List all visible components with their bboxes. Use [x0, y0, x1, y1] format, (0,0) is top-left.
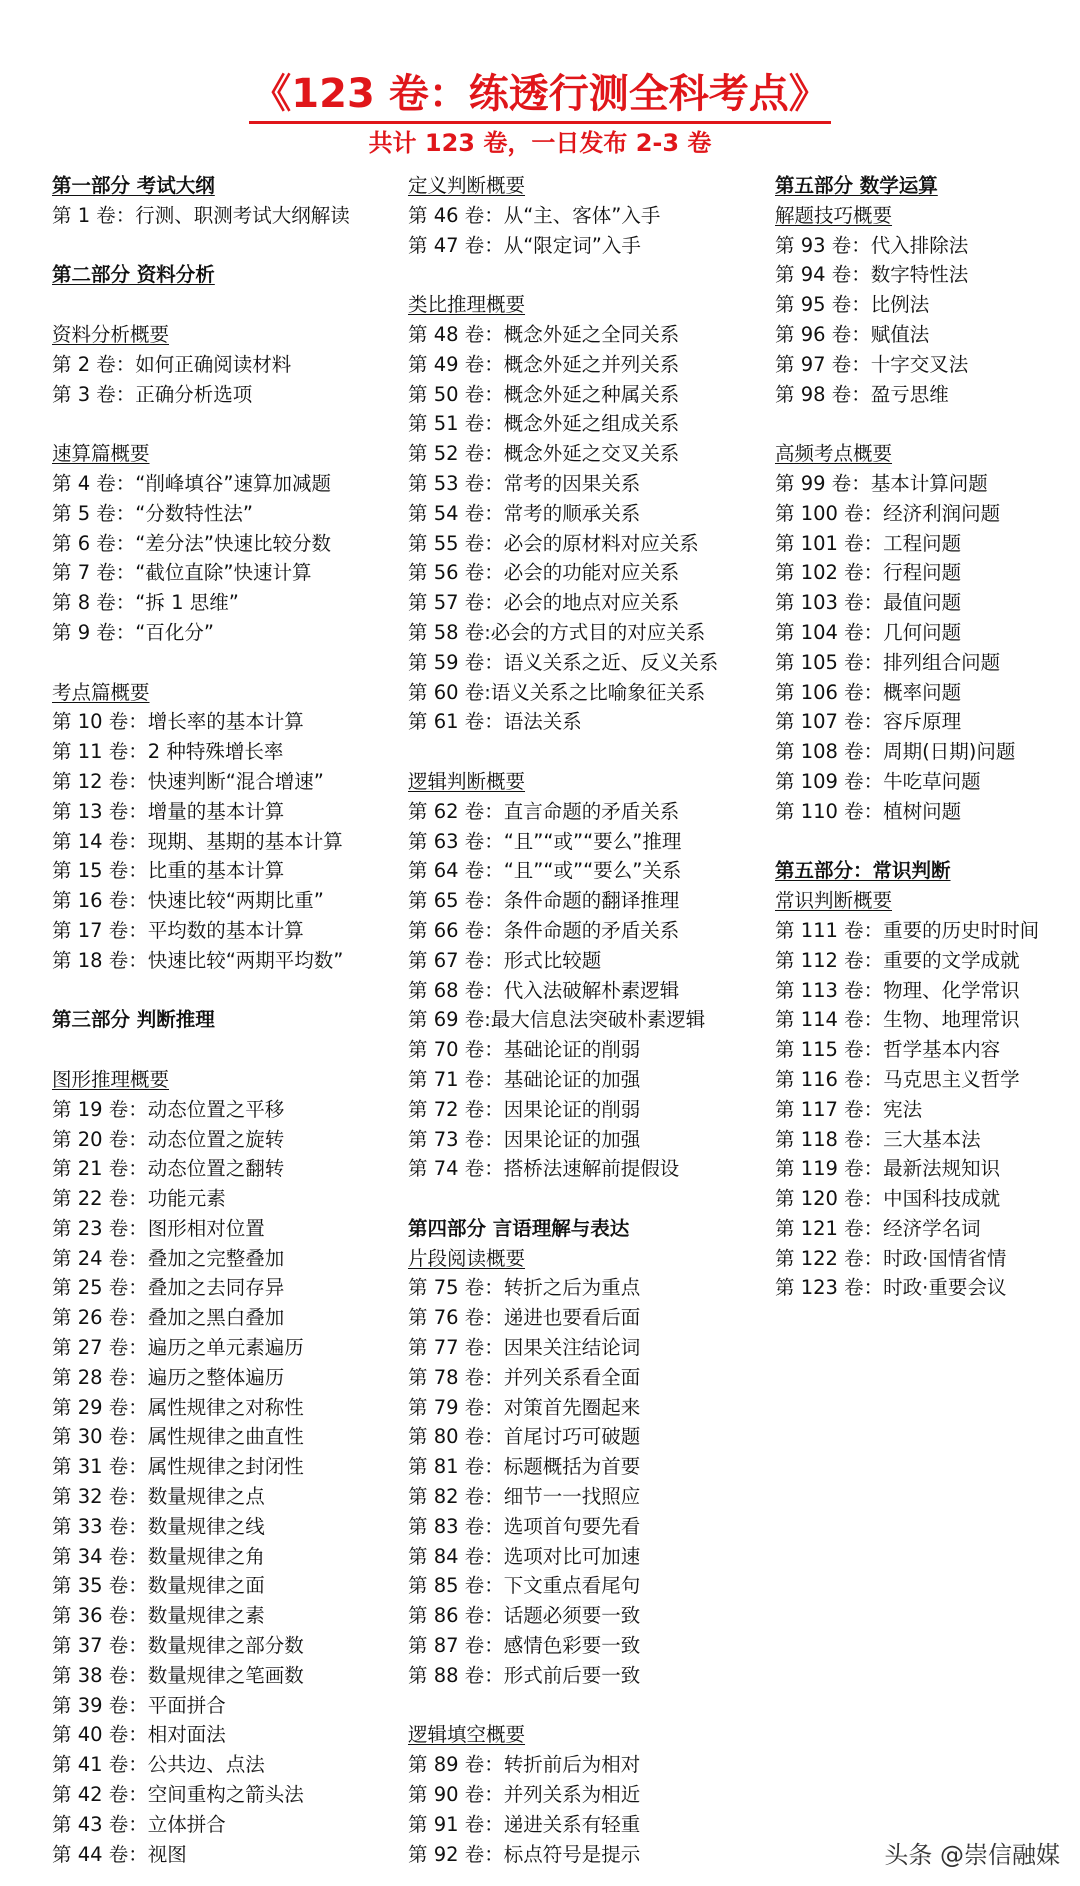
section-heading — [52, 1005, 392, 1035]
volume-item — [408, 886, 768, 916]
volume-item — [52, 1303, 392, 1333]
subsection-heading-text: 解题技巧概要 — [775, 203, 893, 227]
volume-item — [408, 1780, 768, 1810]
volume-item-text: 第 1 卷：行测、职测考试大纲解读 — [52, 203, 350, 227]
volume-item-text: 第 114 卷：生物、地理常识 — [775, 1008, 1020, 1032]
subsection-heading-text: 考点篇概要 — [52, 680, 150, 704]
volume-item — [408, 380, 768, 410]
volume-item — [775, 648, 1075, 678]
volume-item — [408, 1750, 768, 1780]
volume-item — [52, 1631, 392, 1661]
volume-item — [52, 707, 392, 737]
volume-item-text: 第 38 卷：数量规律之笔画数 — [52, 1663, 304, 1687]
volume-item — [52, 1571, 392, 1601]
volume-item-text: 第 109 卷：牛吃草问题 — [775, 769, 981, 793]
volume-item — [775, 946, 1075, 976]
volume-item-text: 第 123 卷：时政·重要会议 — [775, 1276, 1007, 1300]
volume-item-text: 第 62 卷：直言命题的矛盾关系 — [408, 799, 680, 823]
volume-item — [408, 1542, 768, 1572]
volume-item-text: 第 25 卷：叠加之去同存异 — [52, 1276, 285, 1300]
volume-item — [408, 1393, 768, 1423]
page-title-text: 《123 卷：练透行测全科考点》 — [249, 68, 830, 124]
volume-item-text: 第 86 卷：话题必须要一致 — [408, 1604, 641, 1628]
spacer — [52, 976, 392, 1006]
volume-item — [775, 618, 1075, 648]
volume-item-text: 第 51 卷：概念外延之组成关系 — [408, 412, 680, 436]
volume-item — [52, 588, 392, 618]
volume-item — [52, 1154, 392, 1184]
volume-item — [408, 1363, 768, 1393]
volume-item — [408, 916, 768, 946]
spacer — [775, 827, 1075, 857]
volume-item — [52, 1452, 392, 1482]
section-heading — [408, 1214, 768, 1244]
volume-item-text: 第 19 卷：动态位置之平移 — [52, 1097, 285, 1121]
volume-item — [408, 529, 768, 559]
volume-item — [52, 1214, 392, 1244]
volume-item — [408, 1482, 768, 1512]
volume-item — [408, 976, 768, 1006]
volume-item — [775, 1214, 1075, 1244]
volume-item — [52, 1244, 392, 1274]
volume-item-text: 第 55 卷：必会的原材料对应关系 — [408, 531, 699, 555]
volume-item — [408, 558, 768, 588]
volume-item — [52, 1691, 392, 1721]
volume-item-text: 第 91 卷：递进关系有轻重 — [408, 1812, 641, 1836]
volume-item-text: 第 27 卷：遍历之单元素遍历 — [52, 1336, 304, 1360]
subsection-heading-text: 逻辑判断概要 — [408, 769, 526, 793]
volume-item-text: 第 98 卷：盈亏思维 — [775, 382, 949, 406]
spacer — [408, 1691, 768, 1721]
volume-item — [52, 618, 392, 648]
volume-item — [408, 1273, 768, 1303]
volume-item — [408, 1303, 768, 1333]
volume-item-text: 第 84 卷：选项对比可加速 — [408, 1544, 641, 1568]
volume-item — [52, 827, 392, 857]
volume-item — [52, 1363, 392, 1393]
volume-item — [408, 1005, 768, 1035]
volume-item — [52, 946, 392, 976]
volume-item-text: 第 49 卷：概念外延之并列关系 — [408, 352, 680, 376]
volume-item — [775, 529, 1075, 559]
volume-item — [52, 1661, 392, 1691]
volume-item-text: 第 76 卷：递进也要看后面 — [408, 1306, 641, 1330]
volume-item — [52, 1095, 392, 1125]
volume-item — [52, 1780, 392, 1810]
section-heading-text: 第五部分 数学运算 — [775, 174, 938, 197]
volume-item — [408, 231, 768, 261]
volume-item-text: 第 58 卷:必会的方式目的对应关系 — [408, 620, 706, 644]
volume-item-text: 第 68 卷：代入法破解朴素逻辑 — [408, 978, 680, 1002]
volume-item-text: 第 73 卷：因果论证的加强 — [408, 1127, 641, 1151]
volume-item-text: 第 90 卷：并列关系为相近 — [408, 1783, 641, 1807]
volume-item-text: 第 39 卷：平面拼合 — [52, 1693, 226, 1717]
volume-item-text: 第 52 卷：概念外延之交叉关系 — [408, 442, 680, 466]
volume-item-text: 第 87 卷：感情色彩要一致 — [408, 1634, 641, 1658]
spacer — [408, 737, 768, 767]
subsection-heading — [775, 886, 1075, 916]
volume-item-text: 第 60 卷:语义关系之比喻象征关系 — [408, 680, 706, 704]
volume-item — [775, 916, 1075, 946]
volume-item-text: 第 65 卷：条件命题的翻译推理 — [408, 889, 680, 913]
volume-item — [775, 499, 1075, 529]
volume-item — [775, 737, 1075, 767]
volume-item — [52, 1393, 392, 1423]
volume-item-text: 第 28 卷：遍历之整体遍历 — [52, 1365, 285, 1389]
volume-item — [52, 1720, 392, 1750]
volume-item — [408, 1035, 768, 1065]
volume-item — [775, 1095, 1075, 1125]
subsection-heading — [775, 439, 1075, 469]
volume-item-text: 第 99 卷：基本计算问题 — [775, 471, 988, 495]
volume-item-text: 第 13 卷：增量的基本计算 — [52, 799, 285, 823]
subsection-heading — [408, 290, 768, 320]
volume-item-text: 第 14 卷：现期、基期的基本计算 — [52, 829, 343, 853]
subsection-heading-text: 逻辑填空概要 — [408, 1723, 526, 1747]
volume-item — [408, 1631, 768, 1661]
volume-item — [775, 380, 1075, 410]
section-heading — [775, 856, 1075, 886]
volume-item-text: 第 116 卷：马克思主义哲学 — [775, 1067, 1020, 1091]
volume-item-text: 第 69 卷:最大信息法突破朴素逻辑 — [408, 1008, 706, 1032]
volume-item — [52, 1184, 392, 1214]
volume-item-text: 第 94 卷：数字特性法 — [775, 263, 969, 287]
volume-item — [52, 1750, 392, 1780]
subsection-heading — [52, 320, 392, 350]
column-3 — [775, 171, 1075, 1303]
volume-item — [408, 678, 768, 708]
volume-item-text: 第 23 卷：图形相对位置 — [52, 1216, 265, 1240]
volume-item — [408, 1154, 768, 1184]
section-heading-text: 第二部分 资料分析 — [52, 263, 215, 287]
volume-item-text: 第 117 卷：宪法 — [775, 1097, 923, 1121]
volume-item — [52, 797, 392, 827]
volume-item — [775, 767, 1075, 797]
volume-item — [408, 946, 768, 976]
subsection-heading-text: 定义判断概要 — [408, 174, 526, 197]
volume-item — [52, 767, 392, 797]
volume-item-text: 第 100 卷：经济利润问题 — [775, 501, 1001, 525]
volume-item — [408, 1840, 768, 1870]
volume-item — [408, 1661, 768, 1691]
volume-item — [52, 558, 392, 588]
subsection-heading — [408, 1720, 768, 1750]
volume-item — [408, 1422, 768, 1452]
section-heading-text: 第四部分 言语理解与表达 — [408, 1216, 630, 1240]
volume-item-text: 第 110 卷：植树问题 — [775, 799, 962, 823]
volume-item-text: 第 75 卷：转折之后为重点 — [408, 1276, 641, 1300]
section-heading — [52, 260, 392, 290]
volume-item-text: 第 89 卷：转折前后为相对 — [408, 1753, 641, 1777]
volume-item-text: 第 88 卷：形式前后要一致 — [408, 1663, 641, 1687]
page-subtitle: 共计 123 卷，一日发布 2-3 卷 — [368, 129, 712, 157]
volume-item-text: 第 26 卷：叠加之黑白叠加 — [52, 1306, 285, 1330]
volume-item — [408, 588, 768, 618]
volume-item-text: 第 17 卷：平均数的基本计算 — [52, 918, 304, 942]
volume-item-text: 第 72 卷：因果论证的削弱 — [408, 1097, 641, 1121]
page-title — [0, 68, 1080, 124]
volume-item-text: 第 29 卷：属性规律之对称性 — [52, 1395, 304, 1419]
volume-item-text: 第 103 卷：最值问题 — [775, 591, 962, 615]
volume-item-text: 第 113 卷：物理、化学常识 — [775, 978, 1020, 1002]
volume-item — [52, 1810, 392, 1840]
volume-item — [408, 350, 768, 380]
volume-item — [52, 1840, 392, 1870]
volume-item — [52, 1125, 392, 1155]
volume-item — [52, 1273, 392, 1303]
volume-item-text: 第 70 卷：基础论证的削弱 — [408, 1038, 641, 1062]
volume-item-text: 第 34 卷：数量规律之角 — [52, 1544, 265, 1568]
volume-item-text: 第 47 卷：从“限定词”入手 — [408, 233, 641, 257]
volume-item — [775, 1065, 1075, 1095]
volume-item — [52, 380, 392, 410]
section-heading — [775, 171, 1075, 201]
volume-item-text: 第 37 卷：数量规律之部分数 — [52, 1634, 304, 1658]
volume-item — [775, 678, 1075, 708]
volume-item — [52, 1542, 392, 1572]
volume-item — [408, 618, 768, 648]
spacer — [408, 260, 768, 290]
volume-item-text: 第 7 卷：“截位直除”快速计算 — [52, 561, 312, 585]
spacer — [52, 409, 392, 439]
volume-item-text: 第 105 卷：排列组合问题 — [775, 650, 1001, 674]
volume-item — [775, 797, 1075, 827]
volume-item-text: 第 35 卷：数量规律之面 — [52, 1574, 265, 1598]
volume-item — [408, 409, 768, 439]
section-heading-text: 第一部分 考试大纲 — [52, 174, 215, 197]
volume-item — [52, 469, 392, 499]
volume-item-text: 第 101 卷：工程问题 — [775, 531, 962, 555]
volume-item-text: 第 93 卷：代入排除法 — [775, 233, 969, 257]
volume-item — [408, 1512, 768, 1542]
volume-item-text: 第 46 卷：从“主、客体”入手 — [408, 203, 661, 227]
volume-item — [408, 201, 768, 231]
volume-item-text: 第 83 卷：选项首句要先看 — [408, 1514, 641, 1538]
subsection-heading-text: 类比推理概要 — [408, 293, 526, 317]
volume-item — [52, 1482, 392, 1512]
volume-item — [408, 469, 768, 499]
volume-item-text: 第 18 卷：快速比较“两期平均数” — [52, 948, 344, 972]
volume-item-text: 第 122 卷：时政·国情省情 — [775, 1246, 1007, 1270]
volume-item-text: 第 80 卷：首尾讨巧可破题 — [408, 1425, 641, 1449]
volume-item-text: 第 85 卷：下文重点看尾句 — [408, 1574, 641, 1598]
volume-item-text: 第 24 卷：叠加之完整叠加 — [52, 1246, 285, 1270]
subsection-heading — [408, 767, 768, 797]
volume-item — [775, 1154, 1075, 1184]
volume-item — [775, 1244, 1075, 1274]
volume-item-text: 第 115 卷：哲学基本内容 — [775, 1038, 1001, 1062]
volume-item-text: 第 120 卷：中国科技成就 — [775, 1187, 1001, 1211]
subsection-heading — [52, 678, 392, 708]
volume-item — [52, 1512, 392, 1542]
volume-item — [52, 916, 392, 946]
volume-item — [775, 588, 1075, 618]
volume-item — [775, 350, 1075, 380]
volume-item-text: 第 31 卷：属性规律之封闭性 — [52, 1455, 304, 1479]
volume-item — [408, 1810, 768, 1840]
spacer — [52, 648, 392, 678]
volume-item-text: 第 2 卷：如何正确阅读材料 — [52, 352, 292, 376]
volume-item-text: 第 12 卷：快速判断“混合增速” — [52, 769, 324, 793]
subsection-heading — [52, 1065, 392, 1095]
volume-item — [52, 1422, 392, 1452]
volume-item — [408, 499, 768, 529]
volume-item — [52, 350, 392, 380]
volume-item-text: 第 96 卷：赋值法 — [775, 322, 930, 346]
volume-item — [52, 499, 392, 529]
volume-item — [408, 320, 768, 350]
spacer — [52, 290, 392, 320]
volume-item-text: 第 119 卷：最新法规知识 — [775, 1157, 1001, 1181]
volume-item-text: 第 108 卷：周期(日期)问题 — [775, 740, 1016, 764]
volume-item-text: 第 97 卷：十字交叉法 — [775, 352, 969, 376]
volume-item-text: 第 42 卷：空间重构之箭头法 — [52, 1783, 304, 1807]
subsection-heading-text: 常识判断概要 — [775, 889, 893, 913]
volume-item-text: 第 112 卷：重要的文学成就 — [775, 948, 1020, 972]
volume-item — [775, 1035, 1075, 1065]
volume-item — [775, 976, 1075, 1006]
volume-item-text: 第 53 卷：常考的因果关系 — [408, 471, 641, 495]
volume-item — [775, 469, 1075, 499]
volume-item — [52, 1601, 392, 1631]
volume-item-text: 第 32 卷：数量规律之点 — [52, 1485, 265, 1509]
subsection-heading-text: 片段阅读概要 — [408, 1246, 526, 1270]
volume-item — [408, 1095, 768, 1125]
volume-item-text: 第 16 卷：快速比较“两期比重” — [52, 889, 324, 913]
volume-item-text: 第 11 卷：2 种特殊增长率 — [52, 740, 284, 764]
volume-item-text: 第 102 卷：行程问题 — [775, 561, 962, 585]
volume-item — [408, 856, 768, 886]
volume-item — [52, 529, 392, 559]
volume-item — [408, 1065, 768, 1095]
volume-item — [408, 1601, 768, 1631]
volume-item-text: 第 71 卷：基础论证的加强 — [408, 1067, 641, 1091]
volume-item-text: 第 30 卷：属性规律之曲直性 — [52, 1425, 304, 1449]
volume-item-text: 第 15 卷：比重的基本计算 — [52, 859, 285, 883]
volume-item — [408, 1452, 768, 1482]
volume-item-text: 第 43 卷：立体拼合 — [52, 1812, 226, 1836]
volume-item — [408, 648, 768, 678]
subsection-heading-text: 图形推理概要 — [52, 1067, 170, 1091]
volume-item — [775, 231, 1075, 261]
volume-item-text: 第 118 卷：三大基本法 — [775, 1127, 981, 1151]
volume-item-text: 第 61 卷：语法关系 — [408, 710, 582, 734]
volume-item-text: 第 4 卷：“削峰填谷”速算加减题 — [52, 471, 332, 495]
volume-item-text: 第 92 卷：标点符号是提示 — [408, 1842, 641, 1866]
volume-item-text: 第 9 卷：“百化分” — [52, 620, 215, 644]
volume-item-text: 第 95 卷：比例法 — [775, 293, 930, 317]
volume-item-text: 第 67 卷：形式比较题 — [408, 948, 602, 972]
volume-item — [775, 320, 1075, 350]
volume-item-text: 第 56 卷：必会的功能对应关系 — [408, 561, 680, 585]
volume-item — [775, 260, 1075, 290]
volume-item-text: 第 106 卷：概率问题 — [775, 680, 962, 704]
subsection-heading-text: 速算篇概要 — [52, 442, 150, 466]
volume-item-text: 第 50 卷：概念外延之种属关系 — [408, 382, 680, 406]
volume-item-text: 第 63 卷：“且”“或”“要么”推理 — [408, 829, 682, 853]
volume-item — [408, 1125, 768, 1155]
volume-item — [775, 1273, 1075, 1303]
spacer — [52, 1035, 392, 1065]
volume-item-text: 第 81 卷：标题概括为首要 — [408, 1455, 641, 1479]
volume-item-text: 第 21 卷：动态位置之翻转 — [52, 1157, 285, 1181]
volume-item-text: 第 3 卷：正确分析选项 — [52, 382, 253, 406]
watermark: 头条 @崇信融媒 — [884, 1841, 1060, 1869]
volume-item-text: 第 79 卷：对策首先圈起来 — [408, 1395, 641, 1419]
volume-item-text: 第 22 卷：功能元素 — [52, 1187, 226, 1211]
volume-item-text: 第 59 卷：语义关系之近、反义关系 — [408, 650, 719, 674]
subsection-heading — [52, 439, 392, 469]
volume-item — [408, 797, 768, 827]
volume-item — [775, 707, 1075, 737]
volume-item-text: 第 20 卷：动态位置之旋转 — [52, 1127, 285, 1151]
subsection-heading — [775, 201, 1075, 231]
volume-item-text: 第 77 卷：因果关注结论词 — [408, 1336, 641, 1360]
volume-item — [775, 1005, 1075, 1035]
volume-item — [52, 737, 392, 767]
volume-item-text: 第 57 卷：必会的地点对应关系 — [408, 591, 680, 615]
volume-item-text: 第 6 卷：“差分法”快速比较分数 — [52, 531, 332, 555]
volume-item — [52, 886, 392, 916]
volume-item-text: 第 78 卷：并列关系看全面 — [408, 1365, 641, 1389]
volume-item — [775, 558, 1075, 588]
volume-item-text: 第 111 卷：重要的历史时时间 — [775, 918, 1040, 942]
volume-item-text: 第 33 卷：数量规律之线 — [52, 1514, 265, 1538]
subsection-heading-text: 资料分析概要 — [52, 322, 170, 346]
subsection-heading — [408, 1244, 768, 1274]
volume-item-text: 第 5 卷：“分数特性法” — [52, 501, 254, 525]
volume-item-text: 第 104 卷：几何问题 — [775, 620, 962, 644]
volume-item — [408, 827, 768, 857]
section-heading-text: 第三部分 判断推理 — [52, 1008, 215, 1032]
volume-item — [775, 290, 1075, 320]
volume-item — [52, 201, 392, 231]
volume-item-text: 第 40 卷：相对面法 — [52, 1723, 226, 1747]
section-heading — [52, 171, 392, 201]
volume-item — [52, 1333, 392, 1363]
volume-item — [775, 1184, 1075, 1214]
volume-item-text: 第 64 卷：“且”“或”“要么”关系 — [408, 859, 682, 883]
column-2 — [408, 171, 768, 1869]
volume-item-text: 第 36 卷：数量规律之素 — [52, 1604, 265, 1628]
volume-item-text: 第 10 卷：增长率的基本计算 — [52, 710, 304, 734]
volume-item-text: 第 66 卷：条件命题的矛盾关系 — [408, 918, 680, 942]
spacer — [775, 409, 1075, 439]
volume-item-text: 第 121 卷：经济学名词 — [775, 1216, 981, 1240]
volume-item-text: 第 54 卷：常考的顺承关系 — [408, 501, 641, 525]
volume-item-text: 第 41 卷：公共边、点法 — [52, 1753, 265, 1777]
volume-item-text: 第 8 卷：“拆 1 思维” — [52, 591, 239, 615]
volume-item — [408, 707, 768, 737]
volume-item-text: 第 44 卷：视图 — [52, 1842, 187, 1866]
spacer — [52, 231, 392, 261]
volume-item — [775, 1125, 1075, 1155]
volume-item-text: 第 107 卷：容斥原理 — [775, 710, 962, 734]
volume-item — [52, 856, 392, 886]
volume-item-text: 第 48 卷：概念外延之全同关系 — [408, 322, 680, 346]
spacer — [408, 1184, 768, 1214]
subsection-heading — [408, 171, 768, 201]
subsection-heading-text: 高频考点概要 — [775, 442, 893, 466]
volume-item — [408, 439, 768, 469]
volume-item — [408, 1333, 768, 1363]
volume-item-text: 第 74 卷：搭桥法速解前提假设 — [408, 1157, 680, 1181]
volume-item — [408, 1571, 768, 1601]
section-heading-text: 第五部分：常识判断 — [775, 859, 951, 883]
column-1 — [52, 171, 392, 1869]
volume-item-text: 第 82 卷：细节一一找照应 — [408, 1485, 641, 1509]
